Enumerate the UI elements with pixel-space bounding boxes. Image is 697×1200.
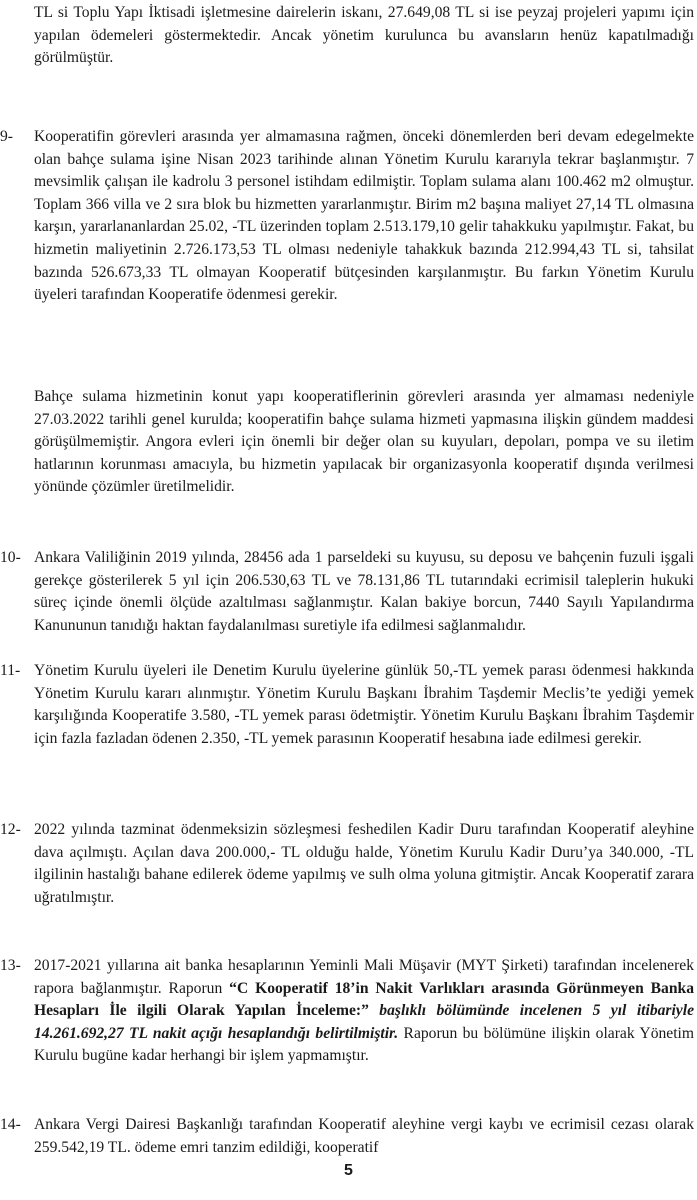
item-number: 12- [0, 821, 21, 838]
report-section-title: “C Kooperatif 18’in Nakit Varlıkları arasında Görünmeyen Banka Hesapları İle ilgili Olarak Yapılan İnceleme:” [34, 979, 694, 1020]
item-text: Ankara Valiliğinin 2019 yılında, 28456 ada 1 parseldeki su kuyusu, su deposu ve bahçenin fuzuli işgali gerekçe gösterilerek 5 yıl için 206.530,63 TL ve 78.131,86 TL tutarındaki ecrimisil taleplerin hukuki süreç içinde önemli ölçüde azaltılması sağlanmıştır. Kalan bakiye borcun, 7440 Sayılı Yapılandırma Kanununun tanıdığı haktan faydalanılması suretiyle ifa edilmesi sağlanmalıdır. [34, 549, 694, 634]
item-9-paragraph-2: Bahçe sulama hizmetinin konut yapı kooperatiflerinin görevleri arasında yer almaması nedeniyle 27.03.2022 tarihli genel kurulda; kooperatifin bahçe sulama hizmeti yapmasına ilişkin gündem maddesi görüşülmemiştir. Angora evleri için önemli bir değer olan su kuyuları, depoları, pompa ve su iletim hatlarının korunması amacıyla, bu hizmetin yapılacak bir organizasyonla kooperatif dışında verilmesi yönünde çözümler üretilmelidir. [34, 388, 694, 496]
item-number: 10- [0, 549, 21, 566]
item-text [34, 955, 694, 1068]
intro-paragraph: TL si Toplu Yapı İktisadi işletmesine dairelerin iskanı, 27.649,08 TL si ise peyzaj projeleri yapımı için yapılan ödemeleri göstermektedir. Ancak yönetim kurulunca bu avansların henüz kapatılmadığı görülmüştür. [34, 4, 694, 67]
item-number: 13- [0, 957, 21, 974]
page-number: 5 [344, 1162, 353, 1179]
item-text-conclusion: Raporun bu bölümüne ilişkin olarak Yönetim Kurulu bugüne kadar herhangi bir işlem yapmamıştır. [34, 1024, 695, 1065]
item-number: 14- [0, 1116, 21, 1133]
item-text: Kooperatifin görevleri arasında yer almamasına rağmen, önceki dönemlerden beri devam edegelmekte olan bahçe sulama işine Nisan 2023 tarihinde alınan Yönetim Kurulu kararıyla tekrar başlanmıştır. 7 mevsimlik çalışan ile kadrolu 3 personel istihdam edilmiştir. Toplam sulama alanı 100.462 m2 olmuştur. Toplam 366 villa ve 2 sıra blok bu hizmetten yararlanmıştır. Birim m2 başına maliyet 27,14 TL olmasına karşın, yararlananlardan 25.02, -TL üzerinden toplam 2.513.179,10 gelir tahakkuku yapılmıştır. Fakat, bu hizmetin maliyetinin 2.726.173,53 TL olması nedeniyle tahakkuk bazında 212.994,43 TL si, tahsilat bazında 526.673,33 TL olmayan Kooperatif bütçesinden karşılanmıştır. Bu farkın Yönetim Kurulu üyeleri tarafından Kooperatife ödenmesi gerekir. [34, 128, 694, 304]
item-text: Yönetim Kurulu üyeleri ile Denetim Kurulu üyelerine günlük 50,-TL yemek parası ödenmesi hakkında Yönetim Kurulu kararı alınmıştır. Yönetim Kurulu Başkanı İbrahim Taşdemir Meclis’te yediği yemek karşılığında Kooperatife 3.580, -TL yemek parası ödetmiştir. Yönetim Kurulu Başkanı İbrahim Taşdemir için fazla fazladan ödenen 2.350, -TL yemek parasının Kooperatif hesabına iade edilmesi gerekir. [34, 662, 694, 747]
item-number: 11- [0, 662, 21, 679]
report-finding: başlıklı bölümünde incelenen 5 yıl itibariyle 14.261.692,27 TL nakit açığı hesaplandığı belirtilmiştir. [34, 1002, 694, 1042]
item-text: 2022 yılında tazminat ödenmeksizin sözleşmesi feshedilen Kadir Duru tarafından Kooperatif aleyhine dava açılmıştı. Açılan dava 200.000,- TL olduğu halde, Yönetim Kurulu Kadir Duru’ya 340.000, -TL ilgilinin hastalığı bahane edilerek ödeme yapılmış ve sulh olma yoluna gitmiştir. Ancak Kooperatif zarara uğratılmıştır. [34, 821, 694, 906]
item-number: 9- [0, 128, 13, 145]
item-text-intro: 2017-2021 yıllarına ait banka hesaplarının Yeminli Mali Müşavir (MYT Şirketi) tarafından incelenerek rapora bağlanmıştır. Raporun [34, 957, 694, 997]
item-text: Ankara Vergi Dairesi Başkanlığı tarafından Kooperatif aleyhine vergi kaybı ve ecrimisil cezası olarak 259.542,19 TL. ödeme emri tanzim edildiği, kooperatif [34, 1116, 694, 1156]
